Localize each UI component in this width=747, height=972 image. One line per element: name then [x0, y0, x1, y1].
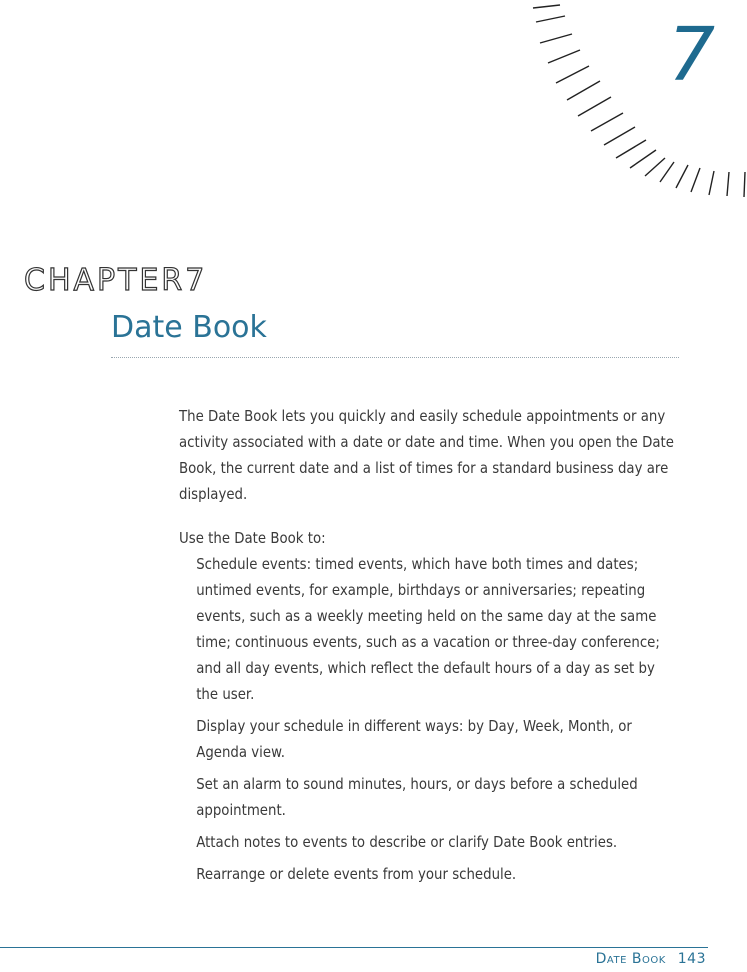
chapter-label: CHAPTER7 [24, 263, 208, 298]
tick-mark [691, 168, 700, 192]
list-item: Display your schedule in different ways: by Day, Week, Month, or Agenda view. [196, 717, 632, 761]
tick-mark [616, 140, 646, 158]
tick-mark [533, 5, 560, 8]
tick-mark [536, 16, 565, 22]
tick-mark [540, 34, 572, 43]
lead-sentence: Use the Date Book to: [179, 529, 326, 547]
footer-divider [0, 947, 708, 948]
intro-paragraph: The Date Book lets you quickly and easily schedule appointments or any activity associated with a date or date and time. When you open the Date Book, the current date and a list of times for a standard business day are displayed. [179, 407, 674, 503]
tick-mark [676, 165, 688, 188]
decorative-clock-ticks [0, 0, 747, 260]
page-number: 143 [677, 951, 706, 967]
list-item: Attach notes to events to describe or clarify Date Book entries. [196, 833, 618, 851]
page-footer [596, 952, 706, 966]
tick-mark [604, 127, 635, 145]
tick-mark [727, 172, 729, 196]
list-item: Set an alarm to sound minutes, hours, or days before a scheduled appointment. [196, 775, 638, 819]
tick-mark [709, 171, 714, 195]
tick-mark [548, 50, 580, 63]
tick-mark [630, 150, 656, 168]
tick-mark [645, 158, 665, 176]
list-item: Schedule events: timed events, which have both times and dates; untimed events, for example, birthdays or anniversaries; repeating events, such as a weekly meeting held on the same day at the same time; continuous events, such as a vacation or three-day conference; and all day events, which reflect the default hours of a day as set by the user. [196, 555, 660, 703]
chapter-number: 7 [668, 12, 716, 98]
chapter-body [179, 403, 678, 893]
tick-mark [578, 97, 611, 116]
feature-list [179, 551, 678, 887]
list-item: Rearrange or delete events from your schedule. [196, 865, 517, 883]
footer-section-title: Date Book [595, 951, 666, 967]
tick-mark [660, 162, 674, 182]
tick-mark [567, 81, 600, 100]
title-divider [111, 357, 679, 358]
tick-mark [556, 66, 589, 83]
tick-mark [591, 113, 623, 131]
tick-mark [744, 172, 745, 197]
chapter-title: Date Book [111, 310, 267, 345]
